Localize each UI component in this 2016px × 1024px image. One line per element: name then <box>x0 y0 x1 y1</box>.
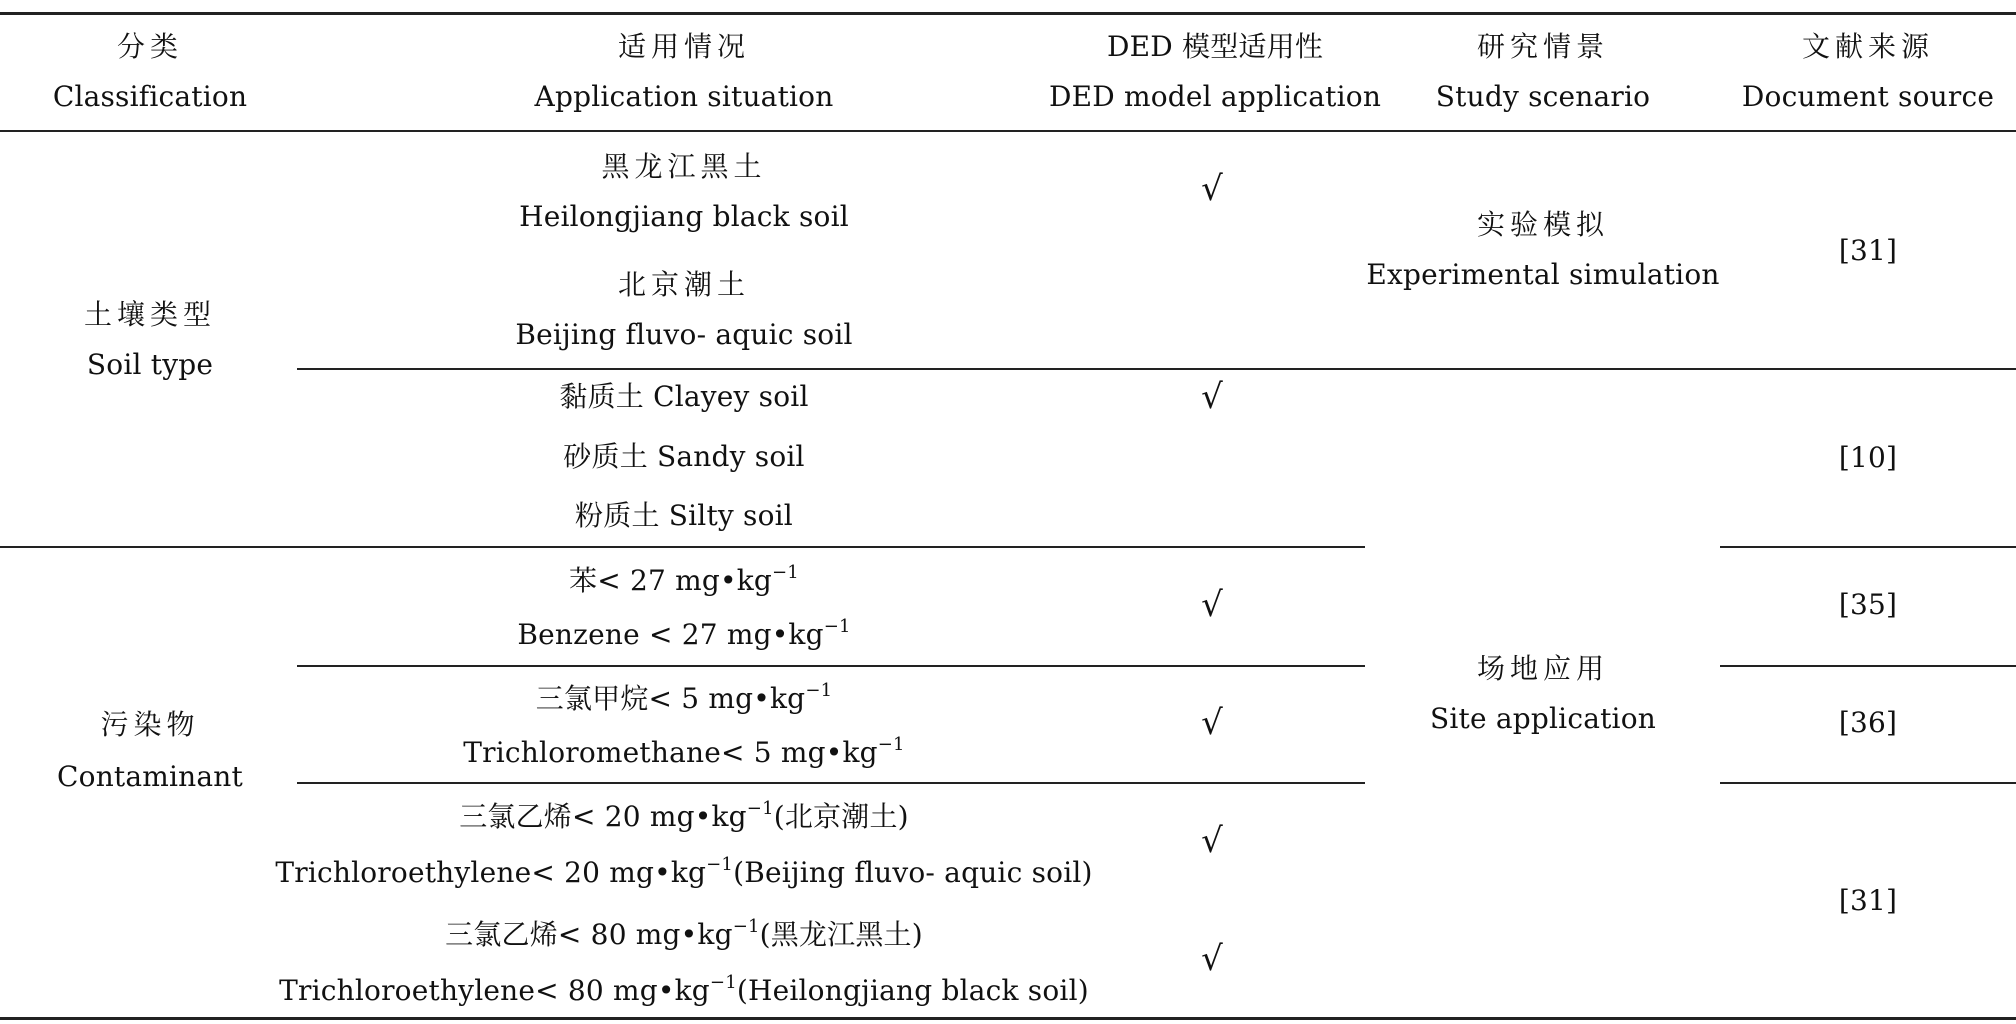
experimental-scenario-en: Experimental simulation <box>1366 258 1720 291</box>
check-mark-soil-2: √ <box>1201 377 1223 417</box>
tce80-en: Trichloroethylene< 80 $mg•kg^{-1}(Heilongjiang$ black soil) <box>279 972 1089 1007</box>
heilongjiang-soil-zh: 黑龙江黑土 <box>601 150 767 183</box>
clayey-soil: 黏质土 Clayey soil <box>559 380 809 413</box>
tce80-zh: 三氯乙烯< 80 $mg•kg^{-1}$(黑龙江黑土) <box>445 916 923 951</box>
benzene-en: Benzene < 27 $mg•kg^{-1}$ <box>517 616 851 651</box>
ref-35: [35] <box>1838 588 1898 621</box>
heilongjiang-soil-en: Heilongjiang black soil <box>519 200 849 233</box>
check-mark-tce80: √ <box>1201 939 1223 979</box>
header-application-zh: 适用情况 <box>617 30 751 63</box>
check-mark-benzene: √ <box>1201 585 1223 625</box>
top-rule <box>0 12 2016 15</box>
header-scenario-zh: 研究情景 <box>1476 30 1610 63</box>
check-mark-tcm: √ <box>1201 703 1223 743</box>
soil-row-divider <box>297 368 2016 370</box>
contaminant-label-zh: 污染物 <box>100 708 200 741</box>
tcm-en: Trichloromethane< 5 $mg•kg^{-1}$ <box>463 734 905 769</box>
tce20-en: Trichloroethylene< 20 $mg•kg^{-1}(Beijing$ fluvo- aquic soil) <box>275 854 1093 889</box>
ref-31-soil: [31] <box>1838 234 1898 267</box>
header-source-zh: 文献来源 <box>1801 30 1935 63</box>
benzene-zh: 苯< 27 $mg•kg^{-1}$ <box>569 562 799 597</box>
header-ded-zh: DED 模型适用性 <box>1106 30 1324 63</box>
benzene-divider-right <box>1720 665 2016 667</box>
tcm-zh: 三氯甲烷< 5 $mg•kg^{-1}$ <box>535 680 833 715</box>
header-rule <box>0 130 2016 132</box>
header-source-en: Document source <box>1741 80 1995 113</box>
beijing-soil-zh: 北京潮土 <box>617 268 751 301</box>
header-application-en: Application situation <box>534 80 834 113</box>
header-ded-en: DED model application <box>1048 80 1382 113</box>
beijing-soil-en: Beijing fluvo- aquic soil <box>515 318 853 351</box>
ref-10: [10] <box>1838 441 1898 474</box>
ref-31-tce: [31] <box>1838 884 1898 917</box>
contaminant-label-en: Contaminant <box>57 760 243 793</box>
header-classification-en: Classification <box>52 80 248 113</box>
sandy-soil: 砂质土 Sandy soil <box>563 440 805 473</box>
section-divider-right <box>1720 546 2016 548</box>
experimental-scenario-zh: 实验模拟 <box>1476 208 1610 241</box>
check-mark-soil-1: √ <box>1201 169 1223 209</box>
tcm-divider-left <box>297 782 1365 784</box>
tce20-zh: 三氯乙烯< 20 $mg•kg^{-1}$(北京潮土) <box>459 798 909 833</box>
section-divider-left <box>0 546 1365 548</box>
tcm-divider-right <box>1720 782 2016 784</box>
benzene-divider-left <box>297 665 1365 667</box>
site-scenario-zh: 场地应用 <box>1476 652 1610 685</box>
header-classification-zh: 分类 <box>116 30 184 63</box>
ref-36: [36] <box>1838 706 1898 739</box>
header-scenario-en: Study scenario <box>1435 80 1651 113</box>
silty-soil: 粉质土 Silty soil <box>575 499 793 532</box>
soil-type-label-en: Soil type <box>86 348 214 381</box>
bottom-rule <box>0 1017 2016 1020</box>
site-scenario-en: Site application <box>1430 702 1656 735</box>
soil-type-label-zh: 土壤类型 <box>83 298 217 331</box>
check-mark-tce20: √ <box>1201 821 1223 861</box>
